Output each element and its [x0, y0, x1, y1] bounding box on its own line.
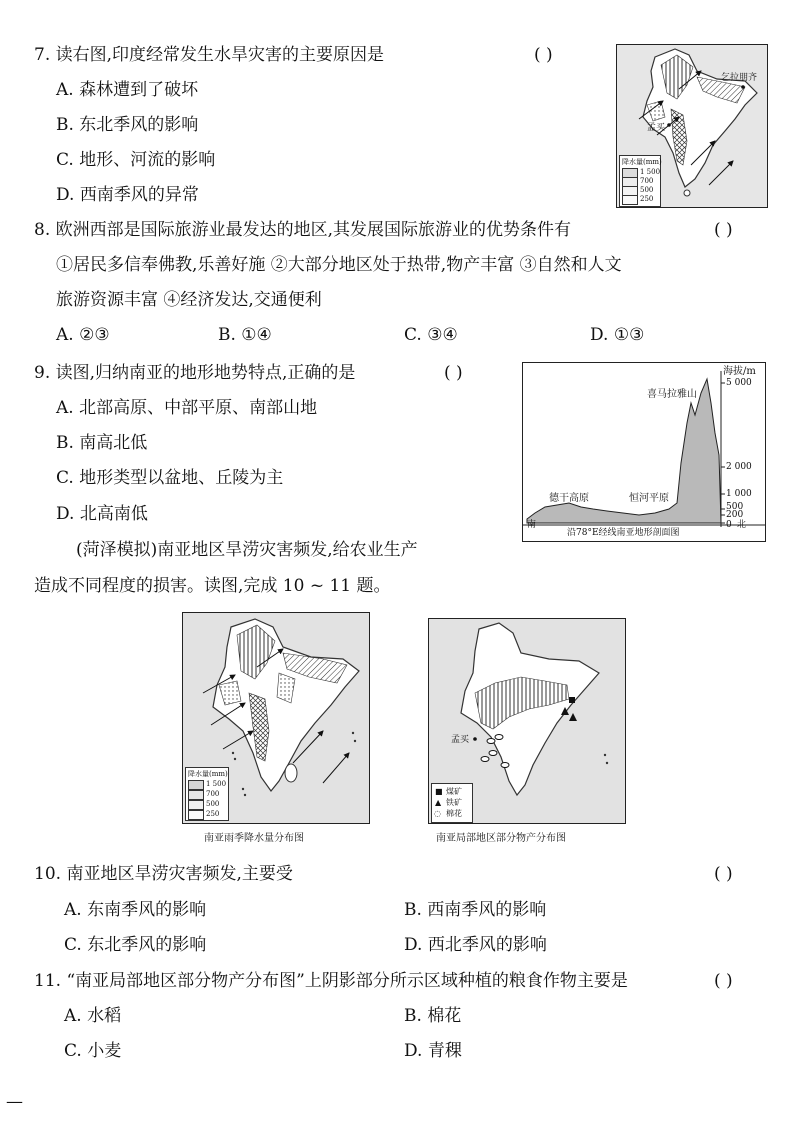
q9-option-c: C. 地形类型以盆地、丘陵为主	[56, 468, 284, 488]
q10-stem: 10. 南亚地区旱涝灾害频发,主要受	[34, 864, 293, 884]
q8-option-c: C. ③④	[404, 325, 458, 345]
q10-option-c: C. 东北季风的影响	[64, 935, 207, 955]
q11-stem: 11. “南亚局部地区部分物产分布图”上阴影部分所示区域种植的粮食作物主要是	[34, 971, 628, 991]
profile-tick-1000: 1 000	[726, 489, 752, 499]
profile-tick-2000: 2 000	[726, 462, 752, 472]
rainfall-legend-250: 250	[206, 810, 220, 818]
profile-south: 南	[527, 520, 537, 530]
profile-label-himalaya: 喜马拉雅山	[647, 389, 697, 400]
profile-tick-5000: 5 000	[726, 378, 752, 388]
q7-india-rainfall-map	[616, 44, 768, 208]
profile-tick-500: 500	[726, 502, 744, 512]
q11-option-c: C. 小麦	[64, 1041, 122, 1061]
q7-map-label-mumbai: 孟买	[647, 123, 666, 133]
profile-label-deccan: 德干高原	[549, 493, 589, 504]
profile-north: 北	[737, 520, 747, 530]
legend-iron-icon: ▲	[435, 798, 442, 807]
q8-option-a: A. ②③	[56, 325, 110, 345]
q9-terrain-profile	[522, 362, 766, 542]
q7-option-d: D. 西南季风的异常	[56, 185, 199, 205]
rainfall-legend-700: 700	[206, 790, 220, 798]
q8-option-d: D. ①③	[590, 325, 645, 345]
q7-legend-250: 250	[640, 195, 654, 203]
legend-coal-icon: ■	[435, 787, 443, 796]
q8-statements-line2: 旅游资源丰富 ④经济发达,交通便利	[56, 290, 322, 310]
q7-option-b: B. 东北季风的影响	[56, 115, 199, 135]
products-map-caption: 南亚局部地区部分物产分布图	[436, 833, 566, 844]
q9-stem: 9. 读图,归纳南亚的地形地势特点,正确的是	[34, 363, 356, 383]
south-asia-rainfall-map	[182, 612, 370, 824]
profile-tick-0: 0	[726, 520, 732, 530]
rainfall-map-caption: 南亚雨季降水量分布图	[204, 833, 304, 844]
q7-legend-500: 500	[640, 186, 654, 194]
legend-iron: 铁矿	[446, 798, 462, 807]
q7-option-c: C. 地形、河流的影响	[56, 150, 216, 170]
q7-answer-paren: ( )	[534, 45, 553, 65]
q11-option-a: A. 水稻	[64, 1006, 122, 1026]
q7-stem: 7. 读右图,印度经常发生水旱灾害的主要原因是	[34, 45, 385, 65]
q8-stem: 8. 欧洲西部是国际旅游业最发达的地区,其发展国际旅游业的优势条件有	[34, 220, 572, 240]
rainfall-legend-1500: 1 500	[206, 780, 227, 788]
legend-cotton: 棉花	[446, 809, 462, 818]
q7-map-legend	[619, 155, 661, 207]
profile-label-ganges: 恒河平原	[629, 493, 669, 504]
q8-statements-line1: ①居民多信奉佛教,乐善好施 ②大部分地区处于热带,物产丰富 ③自然和人文	[56, 255, 622, 275]
rainfall-legend	[185, 767, 229, 821]
rainfall-legend-500: 500	[206, 800, 220, 808]
legend-cotton-icon: ◌	[434, 809, 441, 818]
footer-mark: —	[6, 1092, 23, 1112]
intro-line1: (菏泽模拟)南亚地区旱涝灾害频发,给农业生产	[76, 540, 418, 560]
q7-map-label-cherrapunji: 乞拉朋齐	[721, 73, 758, 83]
products-map-city-mumbai: 孟买	[451, 735, 470, 745]
q9-option-d: D. 北高南低	[56, 504, 148, 524]
profile-yaxis-title: 海拔/m	[723, 366, 756, 377]
q7-option-a: A. 森林遭到了破坏	[56, 80, 199, 100]
q10-option-d: D. 西北季风的影响	[404, 935, 547, 955]
rainfall-legend-title: 降水量(mm)	[188, 770, 228, 778]
q10-option-b: B. 西南季风的影响	[404, 900, 547, 920]
q7-legend-1500: 1 500	[640, 168, 661, 176]
q9-answer-paren: ( )	[444, 363, 463, 383]
q7-legend-700: 700	[640, 177, 654, 185]
profile-tick-200: 200	[726, 510, 744, 520]
q7-legend-title: 降水量(mm)	[622, 158, 662, 166]
products-legend	[431, 783, 473, 823]
intro-line2: 造成不同程度的损害。读图,完成 10 ~ 11 题。	[34, 576, 391, 596]
q7-legend-swatch-250	[622, 195, 638, 205]
rainfall-swatch-700	[188, 790, 204, 800]
rainfall-swatch-1500	[188, 780, 204, 790]
legend-coal: 煤矿	[446, 787, 462, 796]
profile-caption: 沿78°E经线南亚地形剖面图	[567, 528, 680, 538]
q9-option-b: B. 南高北低	[56, 433, 148, 453]
south-asia-products-map	[428, 618, 626, 824]
q11-answer-paren: ( )	[714, 971, 733, 991]
q10-answer-paren: ( )	[714, 864, 733, 884]
q10-option-a: A. 东南季风的影响	[64, 900, 207, 920]
q11-option-b: B. 棉花	[404, 1006, 462, 1026]
q8-answer-paren: ( )	[714, 220, 733, 240]
q9-option-a: A. 北部高原、中部平原、南部山地	[56, 398, 318, 418]
q8-option-b: B. ①④	[218, 325, 272, 345]
q11-option-d: D. 青稞	[404, 1041, 462, 1061]
rainfall-swatch-250	[188, 810, 204, 820]
rainfall-swatch-500	[188, 800, 204, 810]
